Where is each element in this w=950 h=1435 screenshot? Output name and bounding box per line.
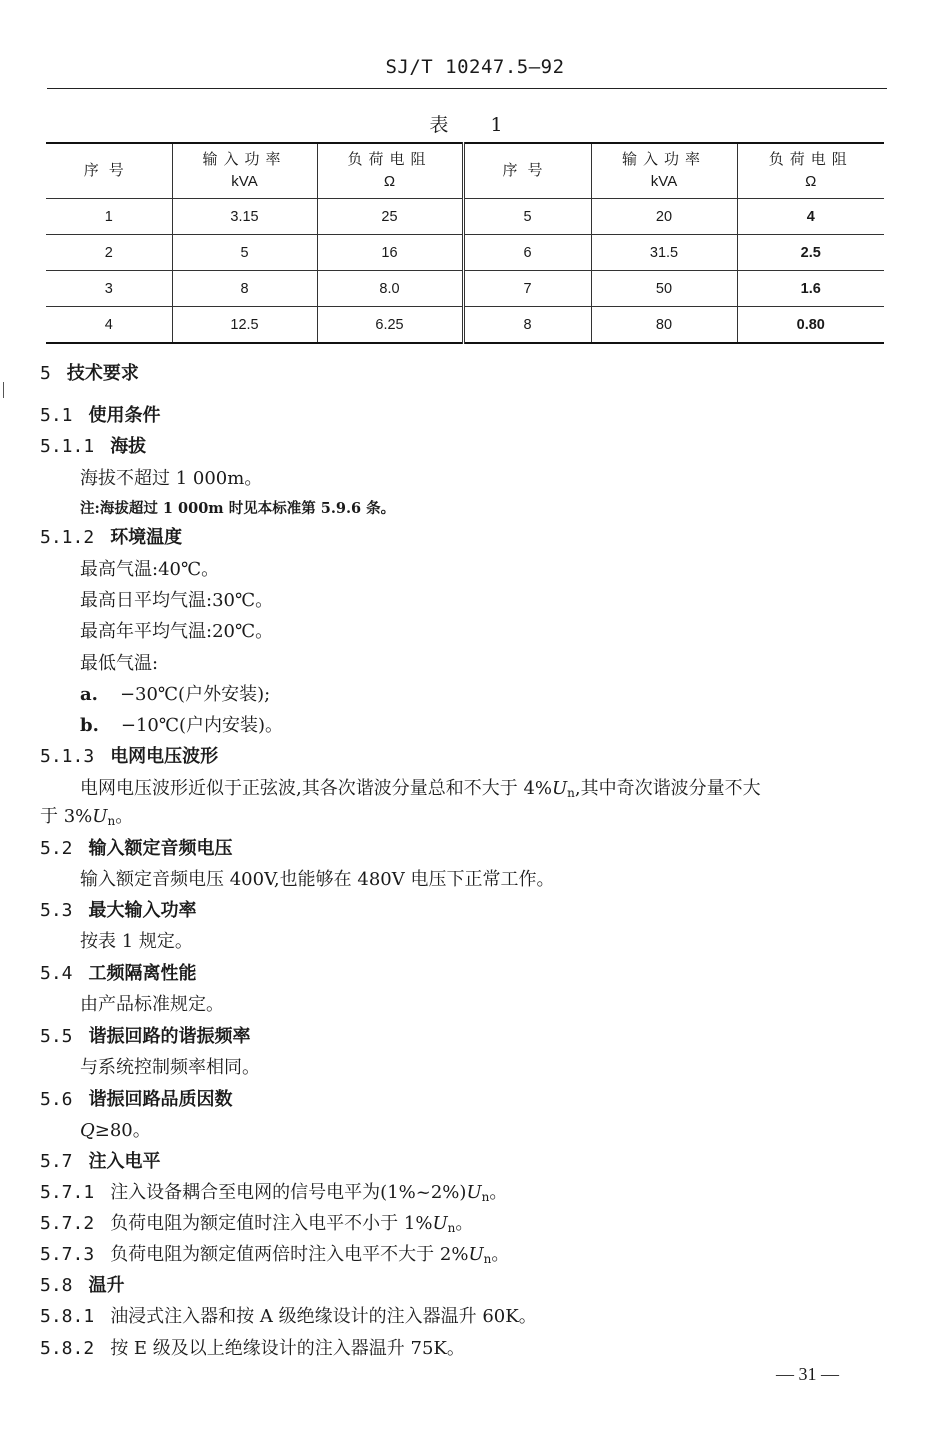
- table-cell: 2.5: [737, 235, 884, 271]
- paragraph: 输入额定音频电压 400V,也能够在 480V 电压下正常工作。: [80, 869, 555, 890]
- table-cell: 6: [463, 235, 591, 271]
- section-5-heading: 5 技术要求: [40, 363, 139, 384]
- table-cell: 25: [317, 199, 463, 235]
- paragraph: 最高年平均气温:20℃。: [80, 621, 274, 642]
- header-cell: 负荷电阻 Ω: [317, 143, 463, 199]
- section-5-7-1: 5.7.1 注入设备耦合至电网的信号电平为$(1\%\sim 2\%)U_n$。: [40, 1182, 508, 1204]
- table-cell: 8: [172, 271, 317, 307]
- section-5-8-heading: 5.8 温升: [40, 1275, 125, 1296]
- header-cell: 输入功率 kVA: [172, 143, 317, 199]
- table-cell: 4: [46, 307, 172, 344]
- list-item: b. −10℃(户内安装)。: [80, 715, 284, 736]
- table-cell: 7: [463, 271, 591, 307]
- header-rule: [47, 88, 887, 89]
- paragraph: 按表 1 规定。: [80, 931, 193, 952]
- section-5-6-heading: 5.6 谐振回路品质因数: [40, 1089, 233, 1110]
- table-cell: 12.5: [172, 307, 317, 344]
- table-cell: 8.0: [317, 271, 463, 307]
- section-5-4-heading: 5.4 工频隔离性能: [40, 963, 197, 984]
- paragraph: 电网电压波形近似于正弦波,其各次谐波分量总和不大于 $4\%U_n$,其中奇次谐波分量不大: [80, 778, 761, 800]
- table-row: [46, 199, 884, 235]
- paragraph: 最高日平均气温:30℃。: [80, 590, 274, 611]
- table-cell: 5: [463, 199, 591, 235]
- table-cell: 31.5: [591, 235, 737, 271]
- table-row: [46, 271, 884, 307]
- table-cell: 0.80: [737, 307, 884, 344]
- paragraph: 最低气温:: [80, 653, 159, 674]
- section-5-8-1: 5.8.1 油浸式注入器和按 A 级绝缘设计的注入器温升 60K。: [40, 1306, 537, 1327]
- margin-mark: [3, 382, 4, 398]
- paragraph: 最高气温:40℃。: [80, 559, 220, 580]
- table-cell: 6.25: [317, 307, 463, 344]
- header-cell: 负荷电阻 Ω: [737, 143, 884, 199]
- page-number: — 31 —: [776, 1364, 839, 1384]
- section-5-2-heading: 5.2 输入额定音频电压: [40, 838, 233, 859]
- table-cell: 1.6: [737, 271, 884, 307]
- table-row: [46, 235, 884, 271]
- section-5-8-2: 5.8.2 按 E 级及以上绝缘设计的注入器温升 75K。: [40, 1338, 465, 1359]
- note: 注:海拔超过 1 000m 时见本标准第 5.9.6 条。: [80, 500, 396, 517]
- table-cell: 80: [591, 307, 737, 344]
- list-item: a. −30℃(户外安装);: [80, 684, 271, 705]
- table-cell: 3.15: [172, 199, 317, 235]
- section-5-7-heading: 5.7 注入电平: [40, 1151, 161, 1172]
- table-row: [46, 307, 884, 344]
- table-cell: 8: [463, 307, 591, 344]
- table-cell: 16: [317, 235, 463, 271]
- section-5-3-heading: 5.3 最大输入功率: [40, 900, 197, 921]
- paragraph: Q≥80。: [80, 1120, 151, 1141]
- section-5-7-2: 5.7.2 负荷电阻为额定值时注入电平不小于 $1\%U_n$。: [40, 1213, 474, 1235]
- paragraph: 海拔不超过 1 000m。: [80, 468, 263, 489]
- table-cell: 3: [46, 271, 172, 307]
- header-cell: 输入功率 kVA: [591, 143, 737, 199]
- table-cell: 20: [591, 199, 737, 235]
- section-5-1-heading: 5.1 使用条件: [40, 405, 161, 426]
- table-caption: 表 1: [429, 114, 521, 136]
- section-5-7-3: 5.7.3 负荷电阻为额定值两倍时注入电平不大于 $2\%U_n$。: [40, 1244, 510, 1266]
- section-5-5-heading: 5.5 谐振回路的谐振频率: [40, 1026, 251, 1047]
- table-cell: 1: [46, 199, 172, 235]
- header-cell: 序号: [463, 143, 591, 199]
- header-cell: 序号: [46, 143, 172, 199]
- table-cell: 4: [737, 199, 884, 235]
- paragraph: 与系统控制频率相同。: [80, 1057, 260, 1078]
- section-5-1-1-heading: 5.1.1 海拔: [40, 436, 147, 457]
- paragraph: 由产品标准规定。: [80, 994, 224, 1015]
- section-5-1-3-heading: 5.1.3 电网电压波形: [40, 746, 219, 767]
- document-header: SJ/T 10247.5—92: [385, 56, 565, 78]
- table-cell: 50: [591, 271, 737, 307]
- table-cell: 5: [172, 235, 317, 271]
- table-cell: 2: [46, 235, 172, 271]
- spec-table: [46, 142, 884, 344]
- section-5-1-2-heading: 5.1.2 环境温度: [40, 527, 183, 548]
- paragraph-continuation: 于 $3\%U_n$。: [40, 806, 134, 828]
- table-header-row: [46, 143, 884, 199]
